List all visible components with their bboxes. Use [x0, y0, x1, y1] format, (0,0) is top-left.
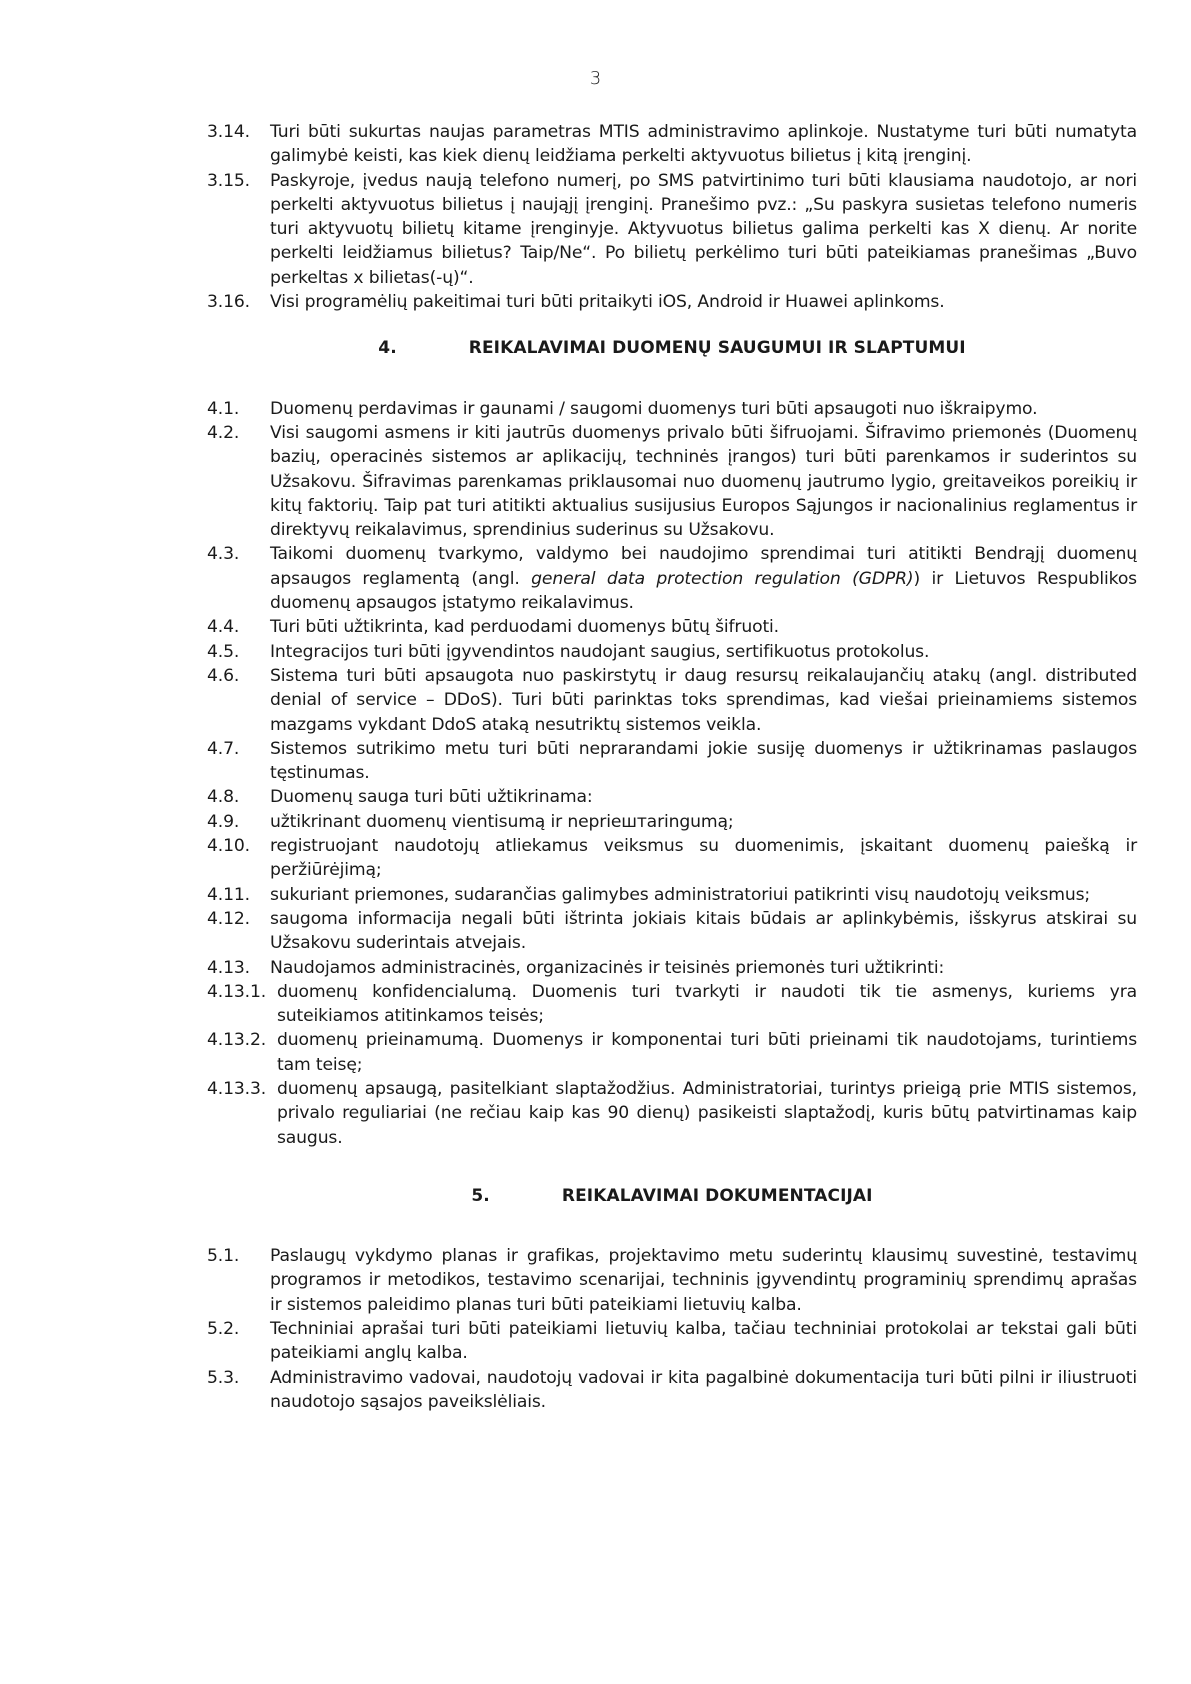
item-number: 4.3. — [207, 544, 240, 565]
section-number: 5. — [471, 1185, 490, 1206]
list-item-4-8 — [207, 785, 1137, 809]
item-text: Turi būti sukurtas naujas parametras MTIS administravimo aplinkoje. Nustatyme turi būti numatyta galimybė keisti, kas kiek dienų leidžiama perkelti aktyvuotus bilietus į kitą įrenginį. — [270, 122, 1137, 167]
list-item-4-12 — [207, 907, 1137, 956]
item-number: 4.4. — [207, 617, 240, 638]
item-number: 4.2. — [207, 422, 240, 443]
item-text: užtikrinant duomenų vientisumą ir nepriештaringumą; — [270, 811, 734, 832]
item-number: 3.16. — [207, 292, 250, 313]
section-4-items — [207, 397, 1137, 1150]
item-text-part: ) ir Lietuvos Respublikos duomenų apsaugos įstatymo reikalavimus. — [270, 568, 1137, 614]
item-number: 4.13.2. — [207, 1030, 267, 1051]
document-body — [207, 120, 1137, 1414]
list-item-4-10 — [207, 834, 1137, 883]
item-number: 4.5. — [207, 641, 240, 662]
list-item-4-13 — [207, 956, 1137, 980]
list-item-3-14 — [207, 120, 1137, 169]
item-text: Naudojamos administracinės, organizacinės ir teisinės priemonės turi užtikrinti: — [270, 957, 945, 978]
list-item-4-3 — [207, 542, 1137, 615]
item-text: duomenų konfidencialumą. Duomenis turi tvarkyti ir naudoti tik tie asmenys, kuriems yra suteikiamos atitinkamos teisės; — [277, 981, 1137, 1027]
item-number: 4.13. — [207, 957, 250, 978]
item-text: Visi saugomi asmens ir kiti jautrūs duomenys privalo būti šifruojami. Šifravimo priemonės (Duomenų bazių, operacinės sistemos ar aplikacijų, techninės įrangos) turi būti parenkamos ir suderintos su Užsakovu. Šifravimas parenkamas priklausomai nuo duomenų jautrumo lygio, greitaveikos poreikių ir kitų faktorių. Taip pat turi atitikti aktualius susijusius Europos Sąjungos ir nacionalinius reglamentus ir direktyvų reikalavimus, sprendinius suderinus su Užsakovu. — [270, 422, 1137, 541]
list-item-4-13-2 — [207, 1028, 1137, 1077]
item-text — [270, 542, 1137, 615]
section-3-continued — [207, 120, 1137, 314]
item-number: 5.2. — [207, 1319, 240, 1340]
item-number: 3.15. — [207, 170, 250, 191]
item-number: 4.8. — [207, 787, 240, 808]
item-text: Visi programėlių pakeitimai turi būti pritaikyti iOS, Android ir Huawei aplinkoms. — [270, 292, 945, 313]
item-number: 4.13.3. — [207, 1078, 267, 1099]
item-text: sukuriant priemones, sudarančias galimybes administratoriui patikrinti visų naudotojų veiksmus; — [270, 884, 1091, 905]
item-number: 3.14. — [207, 122, 250, 142]
item-text: registruojant naudotojų atliekamus veiksmus su duomenimis, įskaitant duomenų paiešką ir peržiūrėjimą; — [270, 836, 1137, 881]
list-item-4-9 — [207, 810, 1137, 834]
section-title: REIKALAVIMAI DUOMENŲ SAUGUMUI IR SLAPTUMUI — [468, 338, 966, 359]
list-item-3-15 — [207, 169, 1137, 290]
section-5-items — [207, 1244, 1137, 1414]
section-title: REIKALAVIMAI DOKUMENTACIJAI — [561, 1185, 873, 1206]
item-number: 5.1. — [207, 1246, 240, 1267]
section-5-heading — [207, 1184, 1137, 1208]
item-text: duomenų prieinamumą. Duomenys ir komponentai turi būti prieinami tik naudotojams, turintiems tam teisę; — [277, 1030, 1137, 1075]
list-item-4-11 — [207, 883, 1137, 907]
list-item-4-13-1 — [207, 980, 1137, 1029]
list-item-3-16 — [207, 290, 1137, 314]
item-text: Administravimo vadovai, naudotojų vadovai ir kita pagalbinė dokumentacija turi būti pilni ir iliustruoti naudotojo sąsajos paveikslėliais. — [270, 1367, 1137, 1412]
item-text: Paskyroje, įvedus naują telefono numerį, po SMS patvirtinimo turi būti klausiama naudotojo, ar nori perkelti aktyvuotus bilietus į naująjį įrenginį. Pranešimo pvz.: „Su paskyra susietas telefono numeris turi aktyvuotų bilietų kitame įrenginyje. Aktyvuotus bilietus galima perkelti kas X dienų. Ar norite perkelti leidžiamus bilietus? Taip/Ne“. Po bilietų perkėlimo turi būti pateikiamas pranešimas „Buvo perkeltas x bilietas(-ų)“. — [270, 170, 1137, 288]
item-text: Paslaugų vykdymo planas ir grafikas, projektavimo metu suderintų klausimų suvestinė, testavimų programos ir metodikos, testavimo scenarijai, techninis įgyvendintų programinių sprendimų aprašas ir sistemos paleidimo planas turi būti pateikiami lietuvių kalba. — [270, 1246, 1137, 1315]
list-item-5-2 — [207, 1317, 1137, 1366]
section-4-heading — [207, 336, 1137, 360]
item-text: Techniniai aprašai turi būti pateikiami lietuvių kalba, tačiau techniniai protokolai ar tekstai gali būti pateikiami anglų kalba. — [270, 1319, 1137, 1364]
list-item-4-4 — [207, 615, 1137, 639]
list-item-5-1 — [207, 1244, 1137, 1317]
item-number: 4.7. — [207, 738, 240, 759]
item-text: Duomenų sauga turi būti užtikrinama: — [270, 787, 593, 808]
item-number: 4.9. — [207, 811, 240, 832]
item-number: 4.13.1. — [207, 981, 267, 1002]
list-item-4-6 — [207, 664, 1137, 737]
list-item-4-1 — [207, 397, 1137, 421]
item-number: 4.10. — [207, 836, 250, 857]
item-text: duomenų apsaugą, pasitelkiant slaptažodžius. Administratoriai, turintys prieigą prie MTIS sistemos, privalo reguliariai (ne rečiau kaip kas 90 dienų) pasikeisti slaptažodį, kuris būtų patvirtinamas kaip saugus. — [277, 1078, 1137, 1148]
item-text: Sistema turi būti apsaugota nuo paskirstytų ir daug resursų reikalaujančių atakų (angl. distributed denial of service – DDoS). Turi būti parinktas toks sprendimas, kad viešai prieinamiems sistemos mazgams vykdant DdoS ataką nesutriktų sistemos veikla. — [270, 665, 1137, 735]
item-text: Duomenų perdavimas ir gaunami / saugomi duomenys turi būti apsaugoti nuo iškraipymo. — [270, 398, 1038, 419]
list-item-4-7 — [207, 737, 1137, 786]
list-item-4-5 — [207, 640, 1137, 664]
section-number: 4. — [378, 338, 397, 359]
item-text: saugoma informacija negali būti ištrinta jokiais kitais būdais ar aplinkybėmis, išskyrus atskirai su Užsakovu suderintais atvejais. — [270, 908, 1137, 954]
list-item-4-13-3 — [207, 1077, 1137, 1150]
item-number: 5.3. — [207, 1367, 240, 1388]
item-number: 4.1. — [207, 398, 240, 419]
item-number: 4.6. — [207, 665, 240, 686]
item-number: 4.11. — [207, 884, 250, 905]
list-item-5-3 — [207, 1366, 1137, 1415]
item-text: Integracijos turi būti įgyvendintos naudojant saugius, sertifikuotus protokolus. — [270, 641, 930, 662]
item-text: Turi būti užtikrinta, kad perduodami duomenys būtų šifruoti. — [270, 617, 779, 638]
item-text-part: Taikomi duomenų tvarkymo, valdymo bei naudojimo sprendimai turi atitikti Bendrąjį duomenų apsaugos reglamentą (angl. — [270, 544, 1137, 589]
page-number: 3 — [589, 68, 602, 89]
list-item-4-2 — [207, 421, 1137, 542]
item-number: 4.12. — [207, 908, 250, 929]
item-text: Sistemos sutrikimo metu turi būti neprarandami jokie susiję duomenys ir užtikrinamas paslaugos tęstinumas. — [270, 738, 1137, 784]
item-text-italic: general data protection regulation (GDPR) — [531, 568, 914, 589]
